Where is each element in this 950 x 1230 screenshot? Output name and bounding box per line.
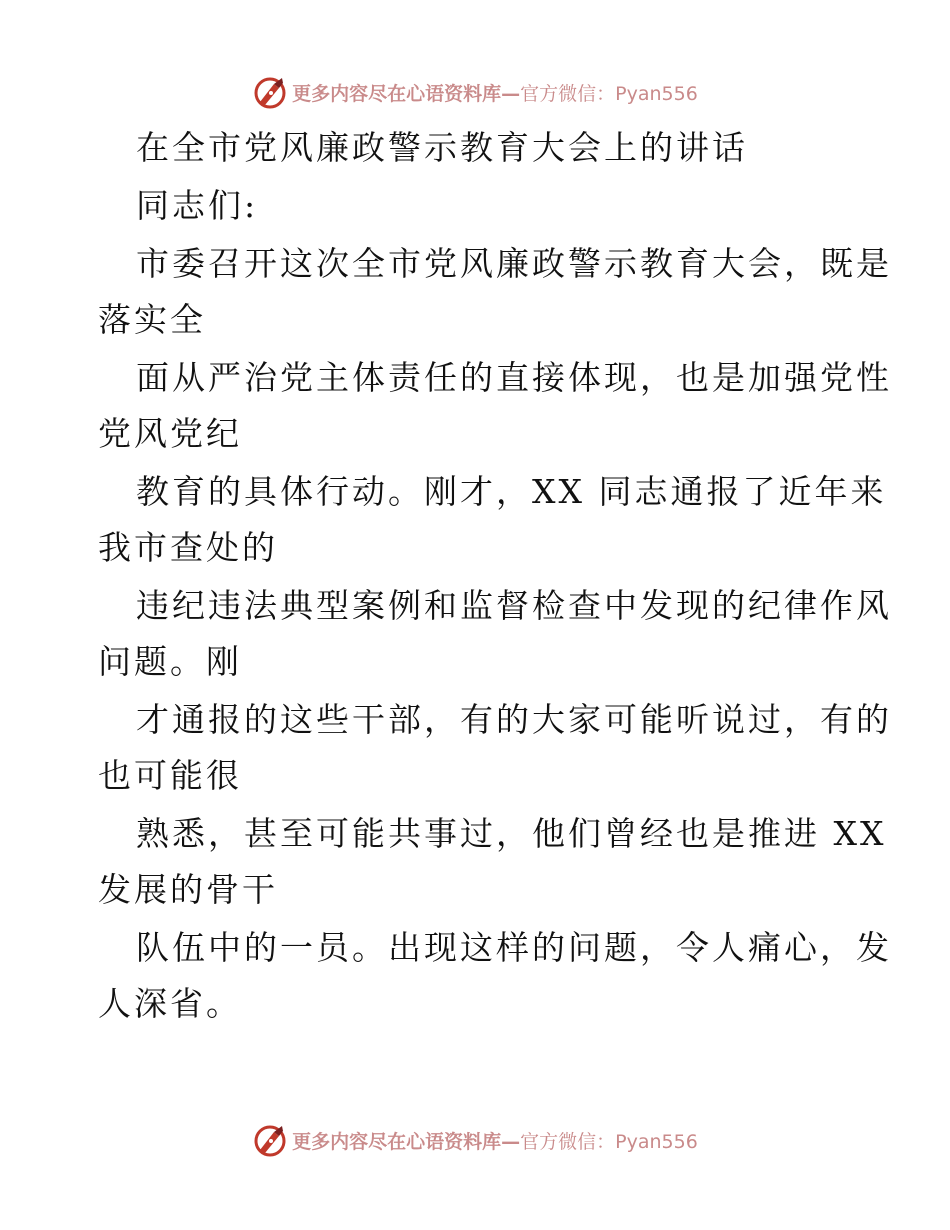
pen-nib-logo-icon (252, 1122, 288, 1158)
paragraph-line: 落实全 (98, 300, 206, 339)
footer-brand-text: 更多内容尽在心语资料库 (292, 1130, 502, 1153)
paragraph-line: 发展的骨干 (98, 870, 278, 909)
paragraph-line: 熟悉，甚至可能共事过，他们曾经也是推进 XX (136, 814, 887, 853)
paragraph-line: 也可能很 (98, 756, 242, 795)
footer-separator: — (501, 1130, 521, 1153)
document-title: 在全市党风廉政警示教育大会上的讲话 (136, 128, 748, 167)
salutation: 同志们: (136, 186, 259, 225)
header-banner (0, 72, 950, 112)
header-banner-text (292, 79, 698, 106)
paragraph-line: 面从严治党主体责任的直接体现，也是加强党性 (136, 358, 892, 397)
paragraph-line: 我市查处的 (98, 528, 278, 567)
paragraph-line: 队伍中的一员。出现这样的问题，令人痛心，发 (136, 928, 892, 967)
paragraph-line: 人深省。 (98, 984, 242, 1023)
paragraph-line: 党风党纪 (98, 414, 242, 453)
footer-banner (0, 1120, 950, 1160)
paragraph-line: 违纪违法典型案例和监督检查中发现的纪律作风 (136, 586, 892, 625)
header-brand-text: 更多内容尽在心语资料库 (292, 82, 502, 105)
pen-nib-logo-icon (252, 74, 288, 110)
header-separator: — (501, 82, 521, 105)
footer-banner-text (292, 1127, 698, 1154)
footer-wechat-text: 官方微信：Pyan556 (520, 1130, 698, 1153)
paragraph-line: 才通报的这些干部，有的大家可能听说过，有的 (136, 700, 892, 739)
paragraph-line: 问题。刚 (98, 642, 242, 681)
header-wechat-text: 官方微信：Pyan556 (520, 82, 698, 105)
paragraph-line: 教育的具体行动。刚才，XX 同志通报了近年来 (136, 472, 887, 511)
paragraph-line: 市委召开这次全市党风廉政警示教育大会，既是 (136, 244, 892, 283)
